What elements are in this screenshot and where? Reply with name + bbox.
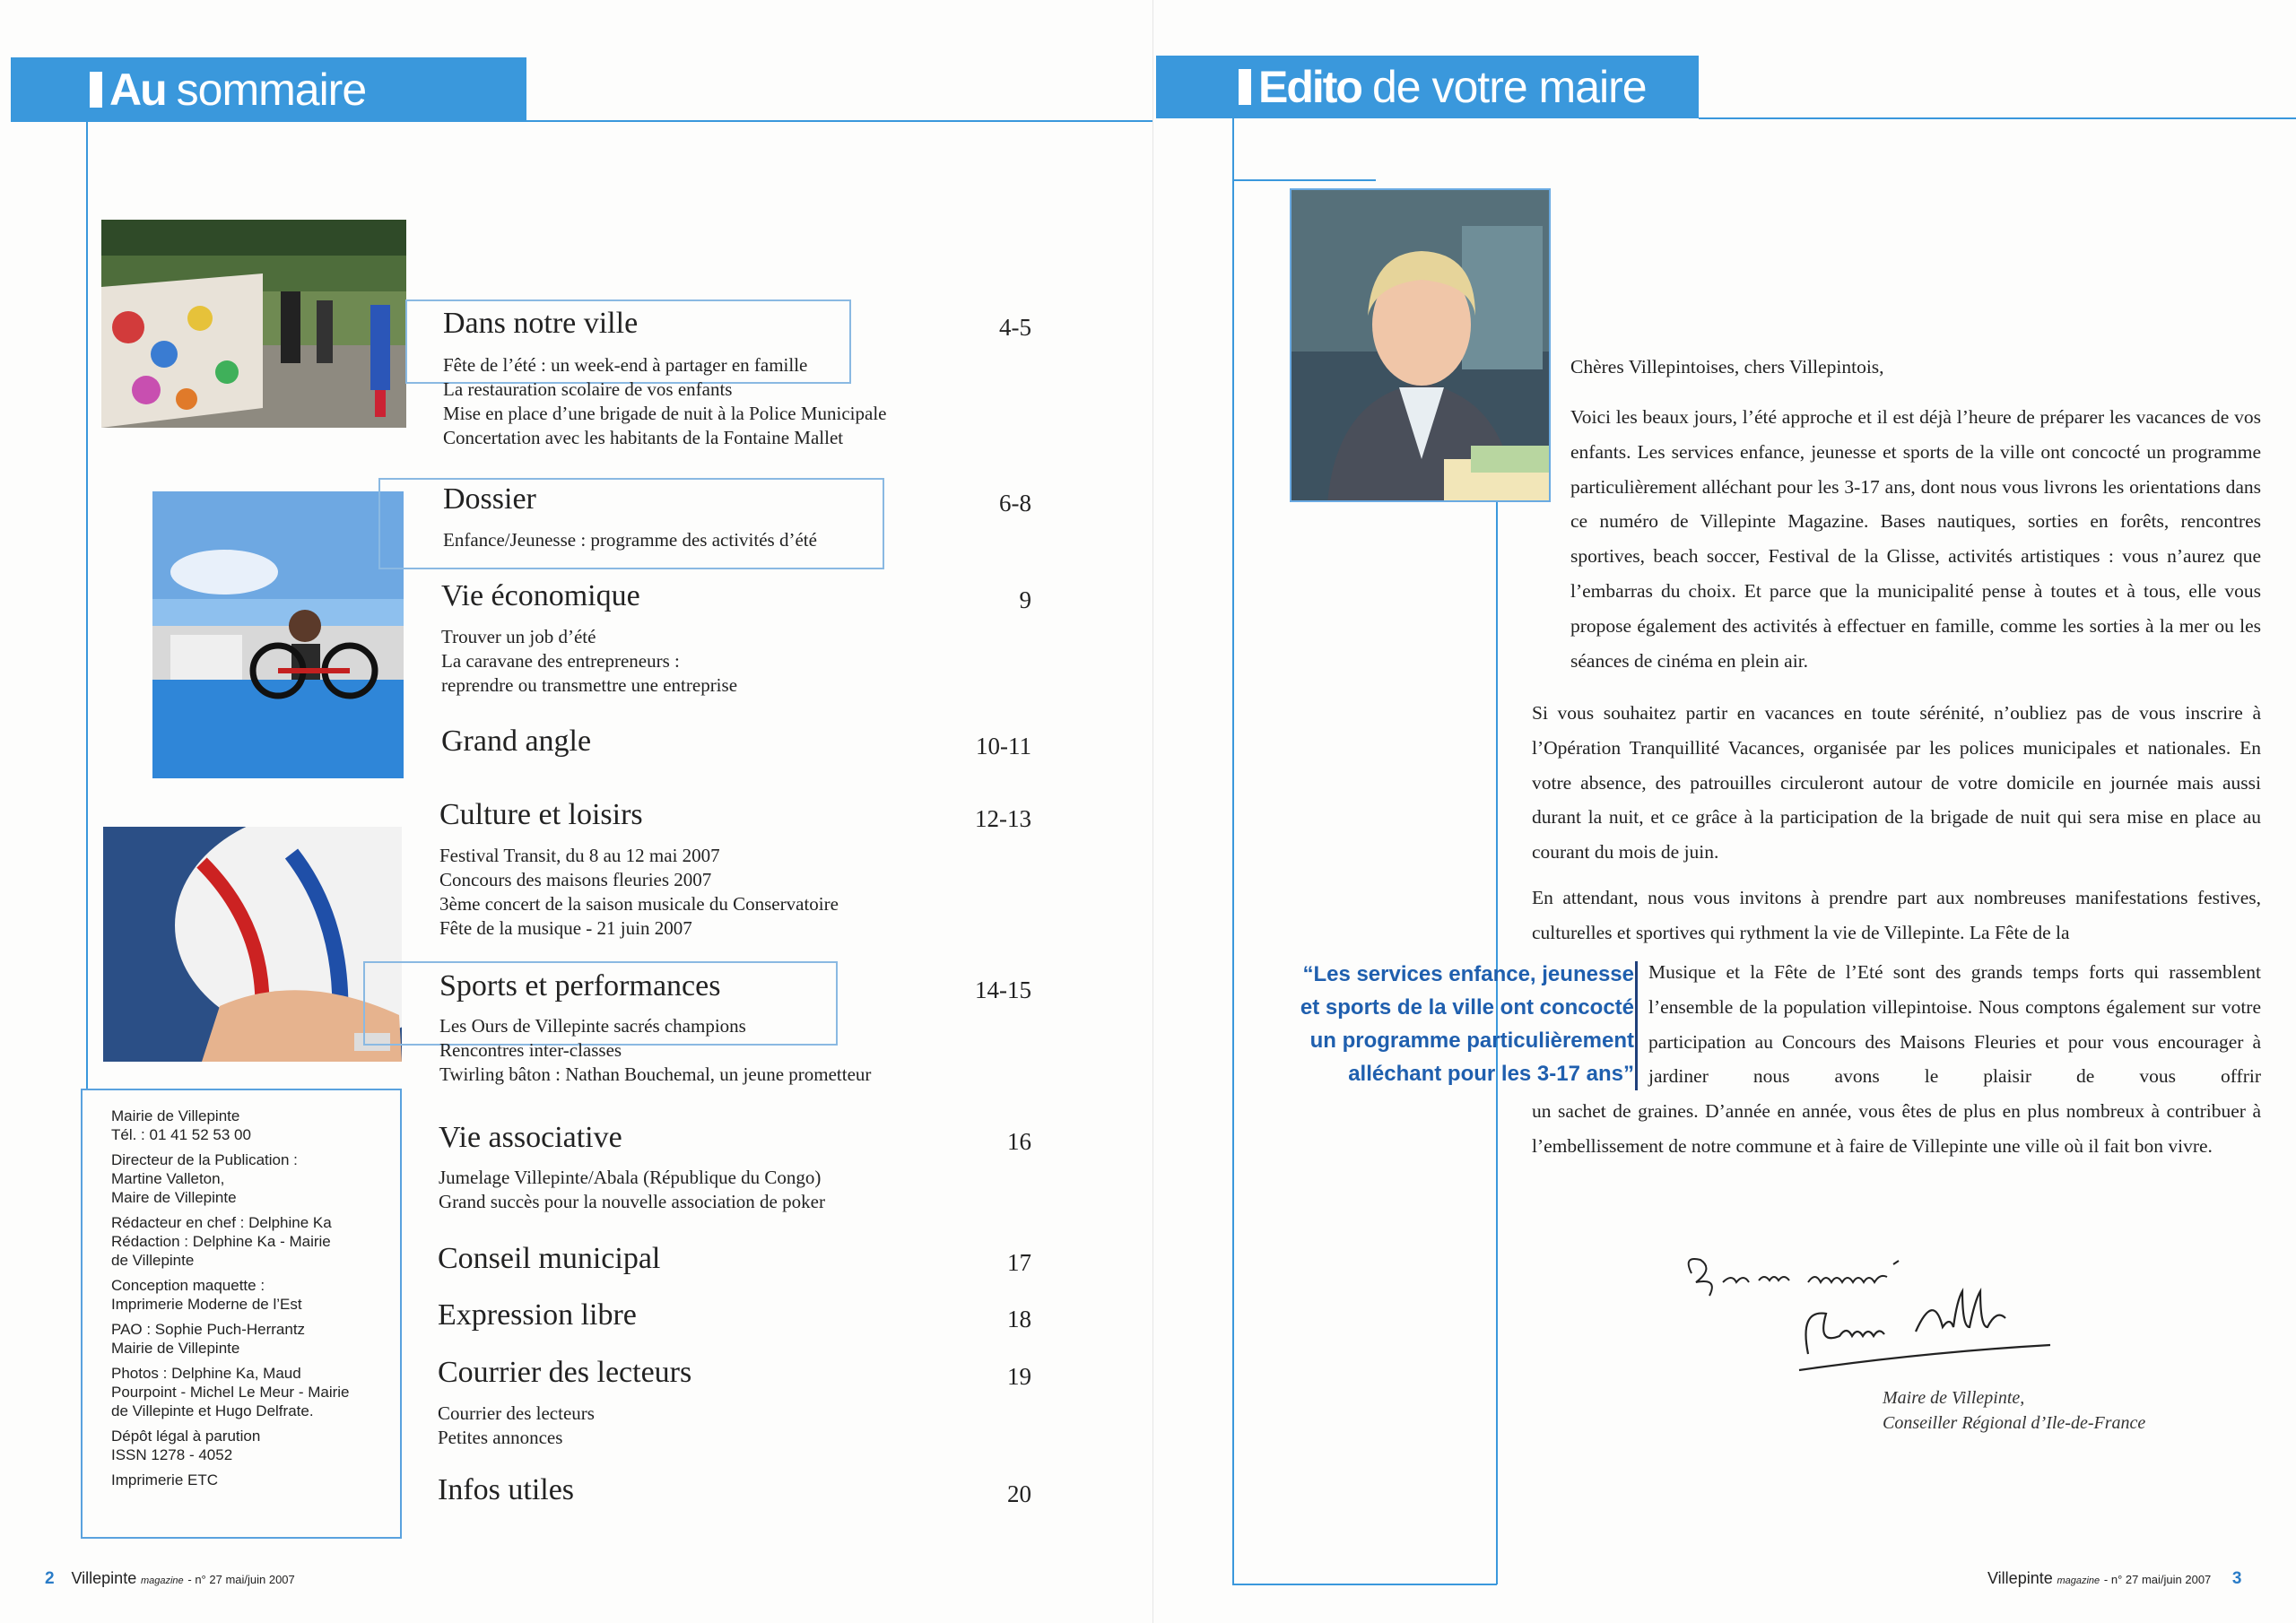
- quote-line: et sports de la ville ont concocté: [1300, 995, 1634, 1020]
- section-pages: 19: [1007, 1363, 1031, 1390]
- role-line: Maire de Villepinte,: [1883, 1388, 2025, 1408]
- section-line: Fête de la musique - 21 juin 2007: [439, 917, 692, 939]
- banner-rule: [1699, 117, 2296, 119]
- section-lines: [438, 1402, 595, 1450]
- section-line: La caravane des entrepreneurs :: [441, 650, 680, 672]
- edito-body-narrow: [1648, 955, 2261, 1094]
- photo-bmx: [152, 491, 404, 778]
- section-line: Grand succès pour la nouvelle association de poker: [439, 1191, 825, 1212]
- section-line: Mise en place d’une brigade de nuit à la Police Municipale: [443, 403, 887, 424]
- photo-rugby-ball: [103, 827, 402, 1062]
- section-title: Dans notre ville: [443, 307, 639, 340]
- section-pages: 6-8: [999, 490, 1031, 516]
- section-pages: 9: [1019, 586, 1031, 613]
- frame-line-bottom: [1232, 1584, 1497, 1585]
- credit-line: de Villepinte et Hugo Delfrate.: [111, 1402, 314, 1419]
- section-lines: [443, 353, 887, 450]
- section-line: Trouver un job d’été: [441, 626, 596, 647]
- banner-light: sommaire: [176, 65, 367, 115]
- signature-role: [1883, 1385, 2145, 1436]
- section-title: Sports et performances: [439, 969, 721, 1002]
- credit-line: de Villepinte: [111, 1252, 195, 1269]
- credit-line: Directeur de la Publication :: [111, 1151, 298, 1168]
- section-pages: 14-15: [975, 976, 1031, 1003]
- section-title: Vie économique: [441, 579, 640, 612]
- footer-right: [1987, 1569, 2242, 1589]
- section-pages: 12-13: [975, 805, 1031, 832]
- banner-bar: [90, 72, 102, 108]
- credit-line: PAO : Sophie Puch-Herrantz: [111, 1321, 306, 1338]
- credit-line: Mairie de Villepinte: [111, 1340, 240, 1357]
- banner-rule: [526, 120, 1152, 122]
- section-line: Fête de l’été : un week-end à partager en famille: [443, 354, 808, 376]
- quote-line: “Les services enfance, jeunesse: [1302, 962, 1634, 986]
- photo-mayor: [1290, 188, 1551, 502]
- edito-greeting: [1570, 350, 2261, 395]
- role-line: Conseiller Régional d’Ile-de-France: [1883, 1413, 2146, 1433]
- edito-banner: [1156, 56, 1699, 118]
- section-title: Vie associative: [439, 1121, 622, 1154]
- banner-bold: Au: [109, 65, 166, 115]
- magazine-label: magazine: [2057, 1575, 2100, 1586]
- paragraph-3c: un sachet de graines. D’année en année, vous êtes de plus en plus nombreux à contribuer à l’embellissement de notre commune et à faire de Villepinte une ville où il fait bon vivre.: [1532, 1100, 2261, 1157]
- section-title: Dossier: [443, 482, 536, 516]
- magazine-name: Villepinte: [1987, 1569, 2053, 1587]
- section-pages: 16: [1007, 1128, 1031, 1155]
- issue-label: - n° 27 mai/juin 2007: [187, 1573, 295, 1586]
- section-title: Culture et loisirs: [439, 798, 643, 831]
- section-title: Grand angle: [441, 725, 592, 758]
- magazine-label: magazine: [140, 1575, 184, 1586]
- issue-label: - n° 27 mai/juin 2007: [2103, 1573, 2212, 1586]
- credit-line: ISSN 1278 - 4052: [111, 1446, 233, 1463]
- section-line: Jumelage Villepinte/Abala (République du Congo): [439, 1167, 822, 1188]
- credit-line: Dépôt légal à parution: [111, 1428, 261, 1445]
- section-pages: 17: [1007, 1249, 1031, 1276]
- section-line: Concertation avec les habitants de la Fontaine Mallet: [443, 427, 844, 448]
- credit-line: Pourpoint - Michel Le Meur - Mairie: [111, 1384, 350, 1401]
- credit-line: Conception maquette :: [111, 1277, 265, 1294]
- paragraph-2: Si vous souhaitez partir en vacances en toute sérénité, n’oubliez pas de vous inscrire à l’Opération Tranquillité Vacances, organisée par les polices municipales et nationales. En votre absence, des patrouilles circuleront autour de votre domicile en journée mais aussi durant la nuit, et ce grâce à la participation de la brigade de nuit qui sera mise en place au courant du mois de juin.: [1532, 702, 2261, 864]
- section-line: Festival Transit, du 8 au 12 mai 2007: [439, 845, 720, 866]
- section-lines: [439, 1166, 825, 1214]
- greeting: Chères Villepintoises, chers Villepintois,: [1570, 356, 1884, 378]
- banner-bar: [1239, 69, 1251, 105]
- left-frame-line: [86, 122, 88, 1090]
- section-line: La restauration scolaire de vos enfants: [443, 378, 733, 400]
- section-line: reprendre ou transmettre une entreprise: [441, 674, 738, 696]
- section-line: 3ème concert de la saison musicale du Conservatoire: [439, 893, 839, 915]
- section-lines: [443, 528, 817, 552]
- frame-line: [1232, 179, 1376, 181]
- section-pages: 20: [1007, 1480, 1031, 1507]
- banner-light: de votre maire: [1371, 62, 1647, 112]
- credit-line: Rédaction : Delphine Ka - Mairie: [111, 1233, 331, 1250]
- section-title: Conseil municipal: [438, 1242, 661, 1275]
- quote-line: alléchant pour les 3-17 ans”: [1348, 1062, 1634, 1086]
- pull-quote: [1300, 958, 1634, 1090]
- page-number: 3: [2231, 1569, 2242, 1588]
- credit-line: Maire de Villepinte: [111, 1189, 237, 1206]
- credits: [111, 1107, 398, 1496]
- credit-line: Imprimerie Moderne de l’Est: [111, 1296, 302, 1313]
- credit-line: Imprimerie ETC: [111, 1471, 219, 1488]
- photo-fresco: [101, 220, 406, 428]
- section-lines: [439, 1014, 871, 1087]
- credit-line: Tél. : 01 41 52 53 00: [111, 1126, 251, 1143]
- magazine-name: Villepinte: [71, 1569, 137, 1587]
- right-page: [1152, 0, 2296, 1623]
- quote-line: un programme particulièrement: [1309, 1028, 1634, 1053]
- paragraph-3a: En attendant, nous vous invitons à prendre part aux nombreuses manifestations festives, culturelles et sportives qui rythment la vie de Villepinte. La Fête de la: [1532, 886, 2261, 943]
- section-pages: 18: [1007, 1306, 1031, 1332]
- section-pages: 4-5: [999, 314, 1031, 341]
- section-lines: [441, 625, 737, 698]
- credit-line: Photos : Delphine Ka, Maud: [111, 1365, 301, 1382]
- section-line: Courrier des lecteurs: [438, 1402, 595, 1424]
- section-line: Les Ours de Villepinte sacrés champions: [439, 1015, 746, 1037]
- paragraph-1: Voici les beaux jours, l’été approche et il est déjà l’heure de préparer les vacances de vos enfants. Les services enfance, jeunesse et sports de la ville ont concocté un programme particulièrement alléchant pour les 3-17 ans, dont nous vous livrons les orientations dans ce numéro de Villepinte Magazine. Bases nautiques, sorties en forêts, rencontres sportives, beach soccer, Festival de la Glisse, activités artistiques : vous n’aurez que l’embarras du choix. Et parce que la municipalité pense à toutes et à tous, elle vous propose également des activités à effectuer en famille, comme les sorties à la mer ou les séances de cinéma en plein air.: [1570, 406, 2261, 672]
- credit-line: Mairie de Villepinte: [111, 1107, 240, 1124]
- footer-left: [45, 1569, 295, 1589]
- section-line: Petites annonces: [438, 1427, 563, 1448]
- section-line: Concours des maisons fleuries 2007: [439, 869, 712, 890]
- section-line: Twirling bâton : Nathan Bouchemal, un jeune prometteur: [439, 1063, 872, 1085]
- edito-para1-top: [1570, 400, 2261, 689]
- edito-body: [1532, 696, 2261, 950]
- sommaire-banner: [11, 57, 526, 122]
- section-title: Infos utiles: [438, 1473, 575, 1506]
- section-pages: 10-11: [976, 733, 1031, 759]
- section-title: Expression libre: [438, 1298, 637, 1332]
- section-lines: [439, 844, 839, 941]
- edito-body-end: [1532, 1094, 2261, 1175]
- credit-line: Rédacteur en chef : Delphine Ka: [111, 1214, 332, 1231]
- frame-line-top: [1232, 118, 1234, 179]
- section-line: Enfance/Jeunesse : programme des activités d’été: [443, 529, 817, 551]
- banner-bold: Edito: [1258, 62, 1361, 112]
- quote-rule: [1635, 961, 1638, 1090]
- page-number: 2: [45, 1569, 55, 1588]
- handwritten-signature: [1674, 1246, 2068, 1372]
- credit-line: Martine Valleton,: [111, 1170, 225, 1187]
- paragraph-3b: Musique et la Fête de l’Eté sont des grands temps forts qui rassemblent l’ensemble de la population villepintoise. Nous comptons également sur votre participation au Concours des Maisons Fleuries et pour vous encourager à jardiner nous avons le plaisir de vous offrir: [1648, 961, 2261, 1088]
- section-title: Courrier des lecteurs: [438, 1356, 692, 1389]
- section-line: Rencontres inter-classes: [439, 1039, 622, 1061]
- frame-line-left: [1232, 179, 1234, 1585]
